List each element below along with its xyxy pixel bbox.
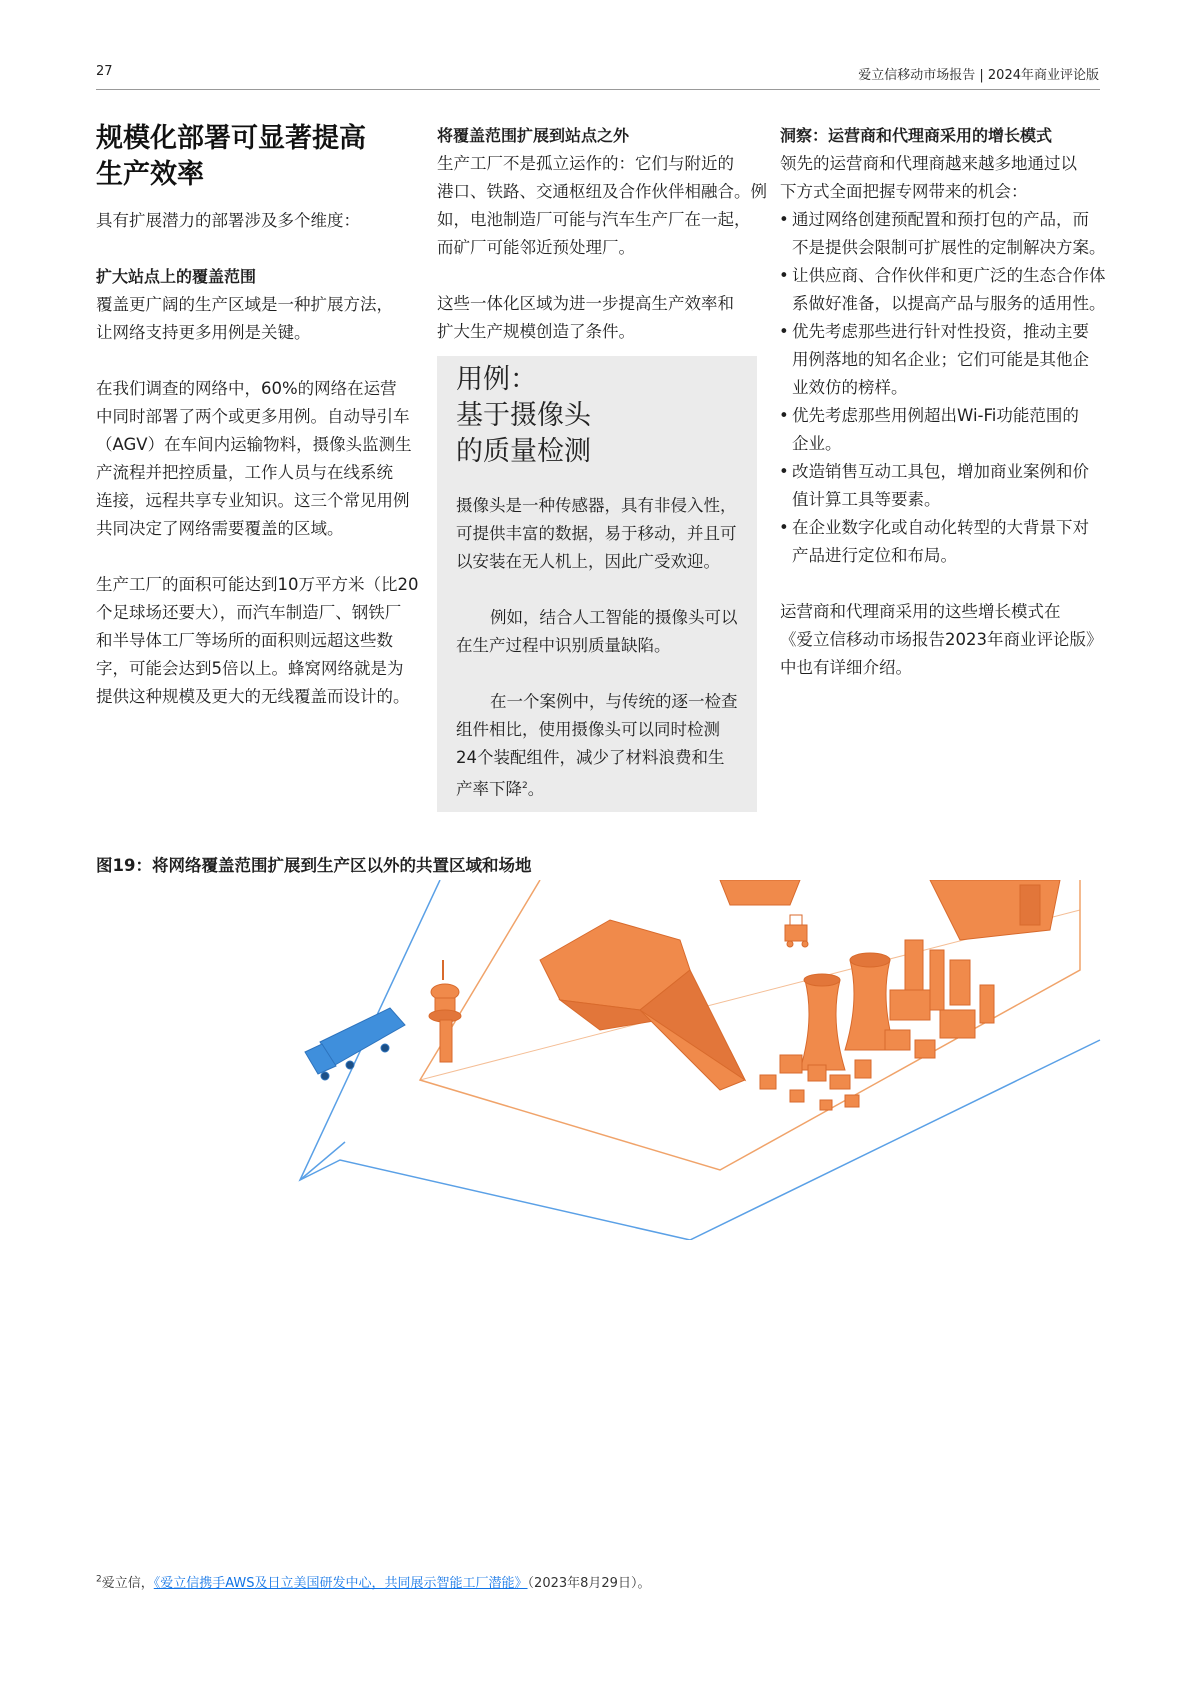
section-title-line: 规模化部署可显著提高 bbox=[96, 123, 366, 154]
text-line: 连接，远程共享专业知识。这三个常见用例 bbox=[96, 491, 410, 510]
list-item bbox=[780, 206, 1110, 262]
text-line: 产流程并把控质量，工作人员与在线系统 bbox=[96, 463, 393, 482]
footnote-link[interactable]: 《爱立信携手AWS及日立美国研发中心，共同展示智能工厂潜能》 bbox=[153, 1576, 528, 1591]
text-line: 覆盖更广阔的生产区域是一种扩展方法， bbox=[96, 295, 393, 314]
cooling-towers bbox=[800, 953, 895, 1070]
list-item bbox=[780, 402, 1110, 458]
text-line: 和半导体工厂等场所的面积则远超这些数 bbox=[96, 631, 393, 650]
footnote bbox=[96, 1572, 650, 1591]
footnote-prefix: 爱立信， bbox=[101, 1576, 154, 1591]
text-line: （AGV）在车间内运输物料，摄像头监测生 bbox=[96, 435, 412, 454]
text-line: 企业。 bbox=[792, 434, 842, 453]
text-line: • 让供应商、合作伙伴和更广泛的生态合作体 bbox=[792, 266, 1106, 285]
text-line: 共同决定了网络需要覆盖的区域。 bbox=[96, 519, 344, 538]
subhead-insight: 洞察：运营商和代理商采用的增长模式 bbox=[780, 126, 1053, 145]
paragraph bbox=[96, 571, 426, 711]
text-line: 下方式全面把握专网带来的机会： bbox=[780, 182, 1028, 201]
text-line: 《爱立信移动市场报告2023年商业评论版》 bbox=[780, 630, 1103, 649]
usecase-title bbox=[456, 362, 591, 470]
text-line: 24个装配组件，减少了材料浪费和生 bbox=[456, 748, 725, 767]
list-item bbox=[780, 458, 1110, 514]
blue-truck bbox=[305, 1008, 405, 1080]
paragraph bbox=[780, 150, 1110, 206]
text-span: 。 bbox=[527, 779, 545, 799]
factory-illustration bbox=[0, 880, 1191, 1240]
text-line: • 在企业数字化或自动化转型的大背景下对 bbox=[792, 518, 1089, 537]
list-item bbox=[780, 514, 1110, 570]
text-line: 用例落地的知名企业；它们可能是其他企 bbox=[792, 350, 1089, 369]
section-title-line: 生产效率 bbox=[96, 159, 204, 190]
column-2 bbox=[437, 122, 767, 346]
text-line: 值计算工具等要素。 bbox=[792, 490, 941, 509]
text-span: 产率下降 bbox=[456, 779, 522, 799]
top-building bbox=[720, 880, 1060, 940]
usecase-body bbox=[456, 492, 746, 804]
text-line: 领先的运营商和代理商越来越多地通过以 bbox=[780, 154, 1077, 173]
text-line: 生产工厂的面积可能达到10万平方米（比20 bbox=[96, 575, 419, 594]
warehouse-building bbox=[540, 920, 745, 1090]
page-number: 27 bbox=[96, 64, 113, 79]
usecase-title-line: 基于摄像头 bbox=[456, 400, 591, 431]
refinery-cluster bbox=[885, 940, 994, 1058]
text-line: 个足球场还要大），而汽车制造厂、钢铁厂 bbox=[96, 603, 402, 622]
forklift bbox=[785, 915, 808, 947]
footnote-ref[interactable]: 2 bbox=[522, 781, 528, 791]
usecase-title-line: 用例： bbox=[456, 364, 537, 395]
paragraph bbox=[456, 492, 746, 576]
text-line: 在生产过程中识别质量缺陷。 bbox=[456, 636, 671, 655]
text-line: 提供这种规模及更大的无线覆盖而设计的。 bbox=[96, 687, 410, 706]
paragraph bbox=[437, 290, 767, 346]
column-3 bbox=[780, 122, 1110, 682]
text-line: 产品进行定位和布局。 bbox=[792, 546, 957, 565]
text-line: 扩大生产规模创造了条件。 bbox=[437, 322, 635, 341]
paragraph bbox=[437, 150, 767, 262]
text-line: 业效仿的榜样。 bbox=[792, 378, 908, 397]
paragraph bbox=[96, 291, 426, 347]
usecase-box bbox=[437, 356, 757, 812]
text-line: 例如，结合人工智能的摄像头可以 bbox=[490, 608, 738, 627]
subhead-expand-site: 扩大站点上的覆盖范围 bbox=[96, 267, 257, 286]
footnote-suffix: （2023年8月29日）。 bbox=[527, 1576, 651, 1591]
text-line: 以安装在无人机上，因此广受欢迎。 bbox=[456, 552, 720, 571]
section-title bbox=[96, 121, 426, 193]
text-line: 系做好准备，以提高产品与服务的适用性。 bbox=[792, 294, 1106, 313]
text-line: 字，可能会达到5倍以上。蜂窝网络就是为 bbox=[96, 659, 404, 678]
intro-text: 具有扩展潜力的部署涉及多个维度： bbox=[96, 211, 360, 230]
figure-caption: 图19：将网络覆盖范围扩展到生产区以外的共置区域和场地 bbox=[96, 856, 532, 875]
control-tower bbox=[429, 960, 461, 1062]
text-line: 组件相比，使用摄像头可以同时检测 bbox=[456, 720, 720, 739]
paragraph bbox=[456, 604, 746, 660]
text-line bbox=[456, 772, 746, 804]
text-line: 在一个案例中，与传统的逐一检查 bbox=[490, 692, 738, 711]
growth-model-list bbox=[780, 206, 1110, 570]
text-line: 生产工厂不是孤立运作的：它们与附近的 bbox=[437, 154, 734, 173]
list-item bbox=[780, 318, 1110, 402]
footnote-mark: 2 bbox=[96, 1574, 102, 1585]
text-line: 中同时部署了两个或更多用例。自动导引车 bbox=[96, 407, 410, 426]
text-line: • 改造销售互动工具包，增加商业案例和价 bbox=[792, 462, 1089, 481]
text-line: 中也有详细介绍。 bbox=[780, 658, 912, 677]
text-line: 在我们调查的网络中，60%的网络在运营 bbox=[96, 379, 397, 398]
text-line: 而矿厂可能邻近预处理厂。 bbox=[437, 238, 635, 257]
text-line: 如，电池制造厂可能与汽车生产厂在一起， bbox=[437, 210, 751, 229]
list-item bbox=[780, 262, 1110, 318]
text-line: • 优先考虑那些进行针对性投资，推动主要 bbox=[792, 322, 1089, 341]
text-line: • 优先考虑那些用例超出Wi-Fi功能范围的 bbox=[792, 406, 1079, 425]
text-line: • 通过网络创建预配置和预打包的产品，而 bbox=[792, 210, 1089, 229]
paragraph bbox=[780, 598, 1110, 682]
usecase-title-line: 的质量检测 bbox=[456, 436, 591, 467]
text-line: 港口、铁路、交通枢纽及合作伙伴相融合。例 bbox=[437, 182, 767, 201]
text-line: 运营商和代理商采用的这些增长模式在 bbox=[780, 602, 1061, 621]
column-1 bbox=[96, 121, 426, 711]
paragraph bbox=[96, 375, 426, 543]
subhead-beyond-site: 将覆盖范围扩展到站点之外 bbox=[437, 126, 630, 145]
report-title: 爱立信移动市场报告 | 2024年商业评论版 bbox=[858, 68, 1099, 83]
text-line: 让网络支持更多用例是关键。 bbox=[96, 323, 311, 342]
header-divider bbox=[96, 89, 1100, 90]
text-line: 摄像头是一种传感器，具有非侵入性， bbox=[456, 496, 737, 515]
text-line: 不是提供会限制可扩展性的定制解决方案。 bbox=[792, 238, 1106, 257]
text-line: 这些一体化区域为进一步提高生产效率和 bbox=[437, 294, 734, 313]
paragraph bbox=[456, 688, 746, 804]
text-line: 可提供丰富的数据，易于移动，并且可 bbox=[456, 524, 737, 543]
